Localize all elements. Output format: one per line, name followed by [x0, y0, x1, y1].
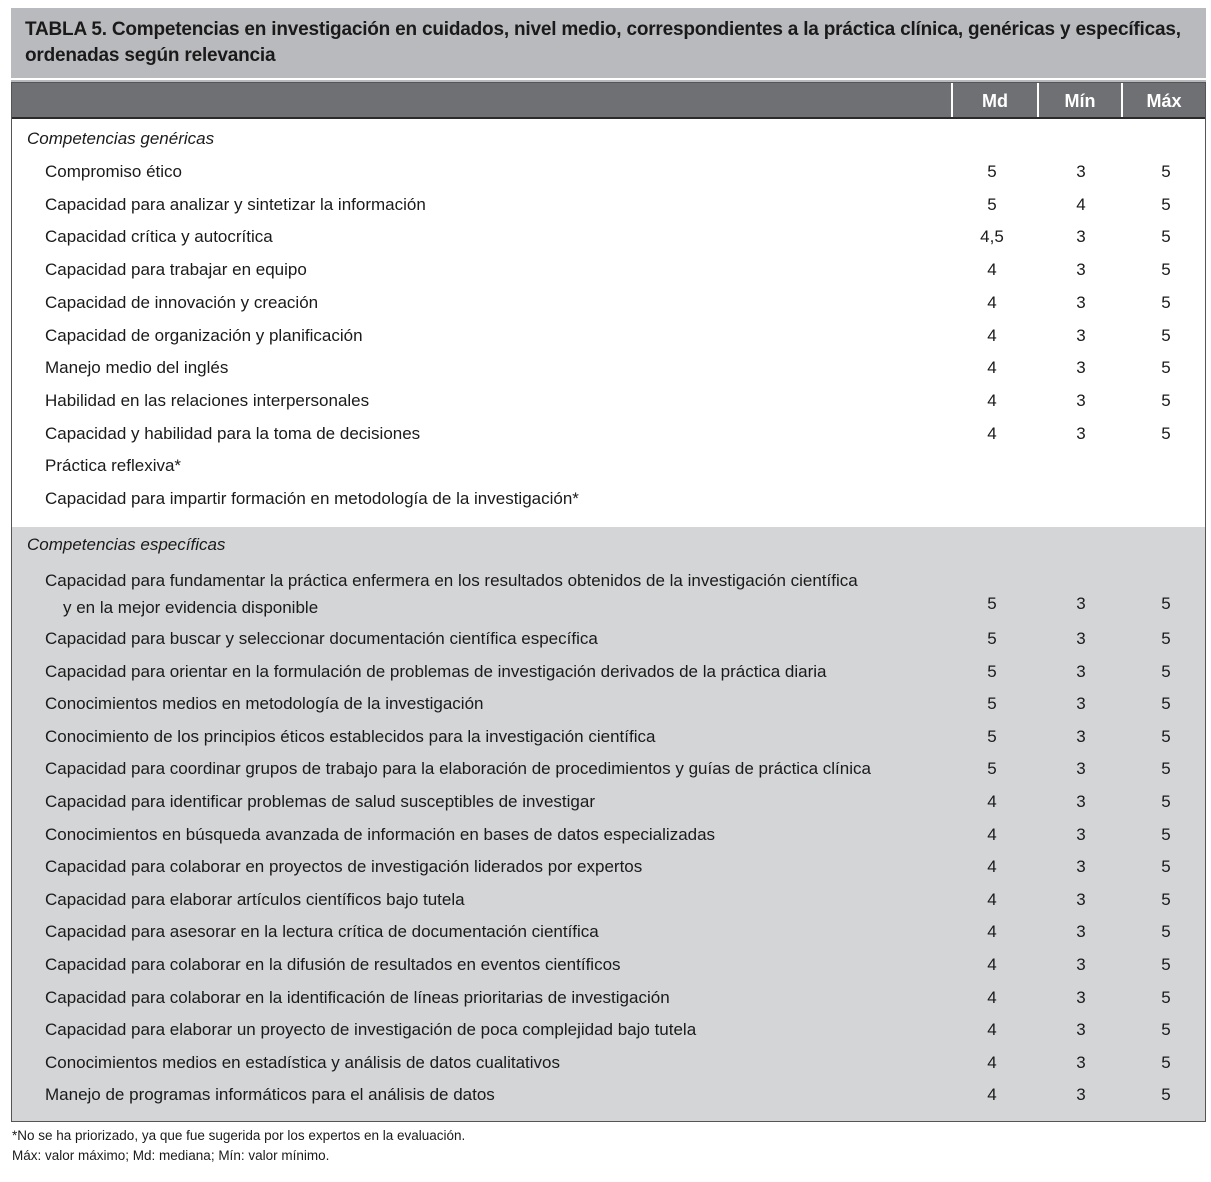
- row-label: Compromiso ético: [45, 162, 182, 181]
- data-table: [11, 82, 1206, 1122]
- row-label: Capacidad para impartir formación en metodología de la investigación*: [45, 489, 579, 508]
- table-row: [12, 254, 1205, 287]
- header-min: Mín: [1064, 91, 1096, 111]
- cell-min: 3: [1076, 857, 1086, 877]
- cell-md: 4: [987, 292, 997, 312]
- cell-max: 5: [1161, 792, 1171, 811]
- table-row: [12, 567, 1205, 623]
- row-label: Conocimientos medios en metodología de la investigación: [45, 694, 484, 714]
- cell-md: 4: [987, 423, 997, 443]
- table-row: [12, 753, 1205, 786]
- cell-min: 3: [1076, 694, 1086, 714]
- cell-min: 3: [1076, 594, 1086, 613]
- cell-md: 4: [987, 390, 997, 410]
- section-especificas: [12, 527, 1205, 1121]
- table-row: [12, 721, 1205, 754]
- cell-max: 5: [1161, 260, 1171, 280]
- cell-max: 5: [1161, 694, 1171, 714]
- cell-max: 5: [1161, 759, 1171, 779]
- cell-md: 5: [987, 759, 997, 779]
- cell-md: 4: [987, 889, 997, 909]
- cell-min: 3: [1076, 889, 1086, 909]
- cell-min: 3: [1076, 423, 1086, 443]
- table-row: [12, 949, 1205, 982]
- cell-md: 4: [987, 792, 997, 811]
- row-label: Capacidad para analizar y sintetizar la información: [45, 194, 426, 214]
- cell-min: 3: [1076, 325, 1086, 345]
- table-row: [12, 221, 1205, 254]
- row-label: Capacidad para elaborar artículos científicos bajo tutela: [45, 889, 465, 909]
- table-header: [12, 83, 1205, 117]
- table-row: [12, 982, 1205, 1015]
- cell-min: 3: [1076, 792, 1086, 811]
- cell-md: 4: [987, 955, 997, 974]
- cell-max: 5: [1161, 292, 1171, 312]
- table-row: [12, 656, 1205, 689]
- cell-min: 3: [1076, 390, 1086, 410]
- cell-min: 3: [1076, 260, 1086, 280]
- cell-max: 5: [1161, 1052, 1171, 1072]
- cell-max: 5: [1161, 726, 1171, 746]
- row-label: Capacidad para elaborar un proyecto de investigación de poca complejidad bajo tutela: [45, 1020, 697, 1040]
- cell-md: 4: [987, 260, 997, 280]
- cell-md: 4,5: [980, 227, 1004, 247]
- table-row: [12, 1014, 1205, 1047]
- cell-min: 3: [1076, 629, 1086, 648]
- section-title: Competencias específicas: [27, 535, 226, 554]
- row-label: Capacidad para coordinar grupos de trabajo para la elaboración de procedimientos y guías de práctica clínica: [45, 759, 871, 779]
- table-row: [12, 450, 1205, 483]
- cell-max: 5: [1161, 629, 1171, 648]
- cell-md: 5: [987, 629, 997, 648]
- table-row: [12, 156, 1205, 189]
- cell-max: 5: [1161, 358, 1171, 378]
- row-label: Capacidad y habilidad para la toma de decisiones: [45, 423, 421, 443]
- table-row: [12, 623, 1205, 656]
- cell-max: 5: [1161, 162, 1171, 181]
- table-row: [12, 418, 1205, 451]
- table-row: [12, 352, 1205, 385]
- cell-min: 4: [1076, 194, 1086, 214]
- row-label: Capacidad para colaborar en la identificación de líneas prioritarias de investigación: [45, 987, 670, 1007]
- table-row: [12, 851, 1205, 884]
- section-title: Competencias genéricas: [27, 129, 215, 148]
- row-label: Capacidad crítica y autocrítica: [45, 227, 273, 247]
- row-label: Habilidad en las relaciones interpersonales: [45, 390, 370, 410]
- cell-md: 5: [987, 694, 997, 714]
- cell-md: 4: [987, 922, 997, 942]
- row-label: Capacidad de organización y planificación: [45, 325, 363, 345]
- table-row: [12, 884, 1205, 917]
- table-row: [12, 1047, 1205, 1080]
- row-label: Manejo medio del inglés: [45, 358, 229, 378]
- cell-max: 5: [1161, 423, 1171, 443]
- table-row: [12, 385, 1205, 418]
- cell-md: 4: [987, 857, 997, 877]
- row-label: Capacidad para identificar problemas de salud susceptibles de investigar: [45, 792, 595, 811]
- cell-max: 5: [1161, 194, 1171, 214]
- table-row: [12, 189, 1205, 222]
- header-md: Md: [982, 91, 1008, 111]
- cell-min: 3: [1076, 955, 1086, 974]
- cell-min: 3: [1076, 162, 1086, 181]
- row-label: Conocimientos en búsqueda avanzada de información en bases de datos especializadas: [45, 824, 716, 844]
- table-row: [12, 320, 1205, 353]
- cell-max: 5: [1161, 390, 1171, 410]
- cell-max: 5: [1161, 594, 1171, 613]
- section-genericas: [12, 119, 1205, 525]
- cell-max: 5: [1161, 325, 1171, 345]
- cell-md: 4: [987, 358, 997, 378]
- row-label-line2: y en la mejor evidencia disponible: [63, 598, 319, 617]
- cell-min: 3: [1076, 358, 1086, 378]
- cell-md: 4: [987, 1052, 997, 1072]
- cell-max: 5: [1161, 889, 1171, 909]
- cell-min: 3: [1076, 759, 1086, 779]
- row-label: Capacidad para colaborar en la difusión de resultados en eventos científicos: [45, 955, 621, 974]
- row-label-line1: Capacidad para fundamentar la práctica enfermera en los resultados obtenidos de la investigación científica: [45, 571, 858, 590]
- table-row: [12, 483, 1205, 516]
- cell-min: 3: [1076, 1052, 1086, 1072]
- cell-max: 5: [1161, 661, 1171, 681]
- row-label: Capacidad para asesorar en la lectura crítica de documentación científica: [45, 922, 599, 942]
- row-label: Capacidad para orientar en la formulación de problemas de investigación derivados de la práctica diaria: [45, 661, 827, 681]
- table-row: [12, 688, 1205, 721]
- cell-md: 4: [987, 1085, 997, 1105]
- table-row: [12, 1079, 1205, 1112]
- row-label: Capacidad para trabajar en equipo: [45, 260, 307, 280]
- table-row: [12, 916, 1205, 949]
- cell-md: 5: [987, 162, 997, 181]
- cell-max: 5: [1161, 955, 1171, 974]
- cell-max: 5: [1161, 227, 1171, 247]
- row-label: Manejo de programas informáticos para el análisis de datos: [45, 1085, 495, 1105]
- cell-md: 5: [987, 194, 997, 214]
- cell-max: 5: [1161, 857, 1171, 877]
- cell-min: 3: [1076, 726, 1086, 746]
- row-label: Práctica reflexiva*: [45, 456, 182, 476]
- table-title: TABLA 5. Competencias en investigación en cuidados, nivel medio, correspondientes a la práctica clínica, genéricas y específicas, ordenadas según relevancia: [11, 8, 1206, 78]
- cell-min: 3: [1076, 987, 1086, 1007]
- cell-md: 4: [987, 824, 997, 844]
- cell-md: 4: [987, 987, 997, 1007]
- cell-min: 3: [1076, 227, 1086, 247]
- cell-max: 5: [1161, 922, 1171, 942]
- header-max: Máx: [1146, 91, 1182, 111]
- cell-min: 3: [1076, 824, 1086, 844]
- table-row: [12, 819, 1205, 852]
- table-row: [12, 287, 1205, 320]
- cell-md: 4: [987, 325, 997, 345]
- row-label: Capacidad de innovación y creación: [45, 292, 319, 312]
- cell-max: 5: [1161, 1020, 1171, 1040]
- table-row: [12, 786, 1205, 819]
- cell-md: 5: [987, 661, 997, 681]
- cell-max: 5: [1161, 987, 1171, 1007]
- row-label: Conocimiento de los principios éticos establecidos para la investigación científica: [45, 726, 656, 746]
- cell-min: 3: [1076, 292, 1086, 312]
- cell-min: 3: [1076, 1020, 1086, 1040]
- row-label: Conocimientos medios en estadística y análisis de datos cualitativos: [45, 1052, 560, 1072]
- cell-min: 3: [1076, 1085, 1086, 1105]
- cell-md: 5: [987, 594, 997, 613]
- footnote: Máx: valor máximo; Md: mediana; Mín: valor mínimo.: [12, 1148, 330, 1163]
- cell-md: 5: [987, 726, 997, 746]
- cell-md: 4: [987, 1020, 997, 1040]
- cell-max: 5: [1161, 824, 1171, 844]
- row-label: Capacidad para colaborar en proyectos de investigación liderados por expertos: [45, 857, 643, 877]
- row-label: [45, 567, 858, 621]
- footnotes: [12, 1126, 465, 1166]
- cell-min: 3: [1076, 922, 1086, 942]
- cell-max: 5: [1161, 1085, 1171, 1105]
- footnote: *No se ha priorizado, ya que fue sugerida por los expertos en la evaluación.: [12, 1128, 466, 1143]
- row-label: Capacidad para buscar y seleccionar documentación científica específica: [45, 629, 598, 648]
- cell-min: 3: [1076, 661, 1086, 681]
